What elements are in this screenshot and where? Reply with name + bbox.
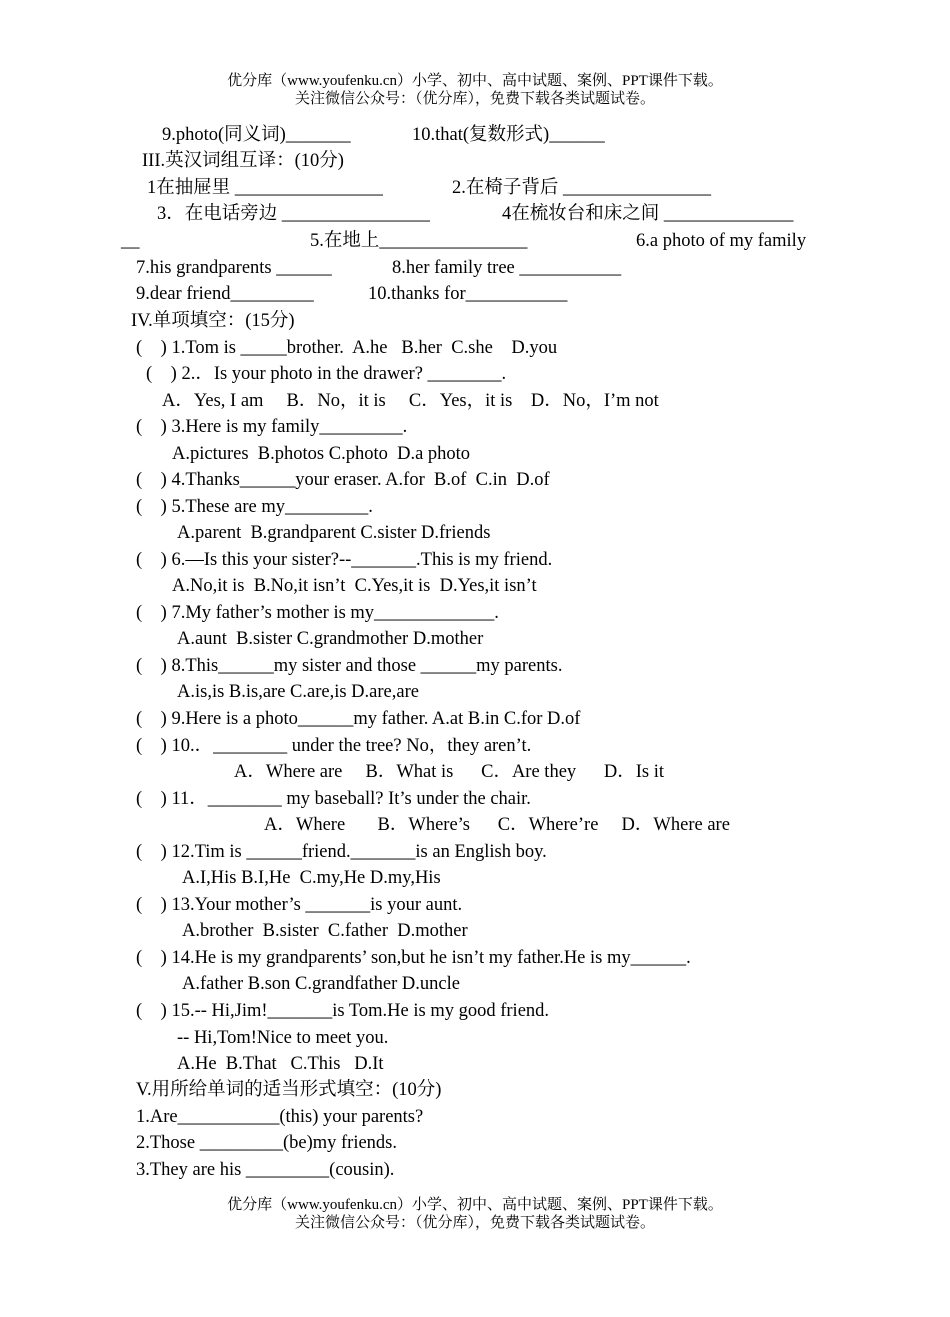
- question-3-options: A.pictures B.photos C.photo D.a photo: [172, 444, 471, 464]
- question-7: ( ) 7.My father’s mother is my_____________.: [136, 603, 499, 623]
- question-5-options: A.parent B.grandparent C.sister D.friends: [177, 523, 491, 543]
- question-9: ( ) 9.Here is a photo______my father. A.at B.in C.for D.of: [136, 709, 581, 729]
- header-line-1: 优分库（www.youfenku.cn）小学、初中、高中试题、案例、PPT课件下载。: [227, 73, 723, 89]
- page-footer: [0, 1196, 950, 1232]
- question-10-options: A．Where are B．What is C．Are they D．Is it: [234, 762, 665, 782]
- fill-1: 1.Are___________(this) your parents?: [136, 1107, 424, 1127]
- footer-line-2: 关注微信公众号：（优分库），免费下载各类试题试卷。: [294, 1215, 655, 1231]
- line-synonym-photo: 9.photo(同义词)_______: [162, 125, 351, 145]
- question-15: ( ) 15.-- Hi,Jim!_______is Tom.He is my good friend.: [136, 1001, 550, 1021]
- phrase-8: 8.her family tree ___________: [392, 258, 622, 278]
- line-plural-that: 10.that(复数形式)______: [412, 125, 605, 145]
- section-v-heading: V.用所给单词的适当形式填空：(10分): [136, 1080, 442, 1100]
- phrase-6: 6.a photo of my family: [636, 231, 807, 251]
- question-14-options: A.father B.son C.grandfather D.uncle: [182, 974, 460, 994]
- question-2-options: A．Yes, I am B．No，it is C．Yes，it is D．No，I’m not: [162, 391, 659, 411]
- question-10: ( ) 10.．________ under the tree? No，they aren’t.: [136, 736, 532, 756]
- question-5: ( ) 5.These are my_________.: [136, 497, 373, 517]
- question-8: ( ) 8.This______my sister and those ______my parents.: [136, 656, 563, 676]
- question-6: ( ) 6.—Is this your sister?--_______.This is my friend.: [136, 550, 553, 570]
- question-3: ( ) 3.Here is my family_________.: [136, 417, 408, 437]
- question-6-options: A.No,it is B.No,it isn’t C.Yes,it is D.Yes,it isn’t: [172, 576, 537, 596]
- fill-3: 3.They are his _________(cousin).: [136, 1160, 395, 1180]
- phrase-2: 2.在椅子背后 ________________: [452, 178, 712, 198]
- question-2: ( ) 2.．Is your photo in the drawer? ________.: [146, 364, 507, 384]
- page-header: [0, 72, 950, 108]
- question-15-options: A.He B.That C.This D.It: [177, 1054, 384, 1074]
- phrase-4-continuation: __: [121, 231, 140, 251]
- phrase-4: 4在梳妆台和床之间 ______________: [502, 204, 794, 224]
- phrase-3: 3．在电话旁边 ________________: [157, 204, 430, 224]
- fill-2: 2.Those _________(be)my friends.: [136, 1133, 398, 1153]
- question-12-options: A.I,His B.I,He C.my,He D.my,His: [182, 868, 441, 888]
- question-11: ( ) 11．________ my baseball? It’s under the chair.: [136, 789, 531, 809]
- footer-line-1: 优分库（www.youfenku.cn）小学、初中、高中试题、案例、PPT课件下载。: [227, 1197, 723, 1213]
- section-iv-heading: IV.单项填空：(15分): [131, 311, 295, 331]
- question-12: ( ) 12.Tim is ______friend._______is an English boy.: [136, 842, 547, 862]
- question-13: ( ) 13.Your mother’s _______is your aunt.: [136, 895, 463, 915]
- question-4: ( ) 4.Thanks______your eraser. A.for B.of C.in D.of: [136, 470, 550, 490]
- question-8-options: A.is,is B.is,are C.are,is D.are,are: [177, 682, 419, 702]
- phrase-5: 5.在地上________________: [310, 231, 528, 251]
- question-14: ( ) 14.He is my grandparents’ son,but he isn’t my father.He is my______.: [136, 948, 691, 968]
- question-11-options: A．Where B．Where’s C．Where’re D．Where are: [264, 815, 730, 835]
- section-iii-heading: III.英汉词组互译：(10分): [142, 151, 344, 171]
- question-7-options: A.aunt B.sister C.grandmother D.mother: [177, 629, 484, 649]
- phrase-9: 9.dear friend_________: [136, 284, 314, 304]
- question-1: ( ) 1.Tom is _____brother. A.he B.her C.she D.you: [136, 338, 558, 358]
- phrase-10: 10.thanks for___________: [368, 284, 568, 304]
- phrase-1: 1在抽屉里 ________________: [147, 178, 383, 198]
- phrase-7: 7.his grandparents ______: [136, 258, 332, 278]
- header-line-2: 关注微信公众号：（优分库），免费下载各类试题试卷。: [294, 91, 655, 107]
- question-13-options: A.brother B.sister C.father D.mother: [182, 921, 468, 941]
- question-15-reply: -- Hi,Tom!Nice to meet you.: [177, 1028, 389, 1048]
